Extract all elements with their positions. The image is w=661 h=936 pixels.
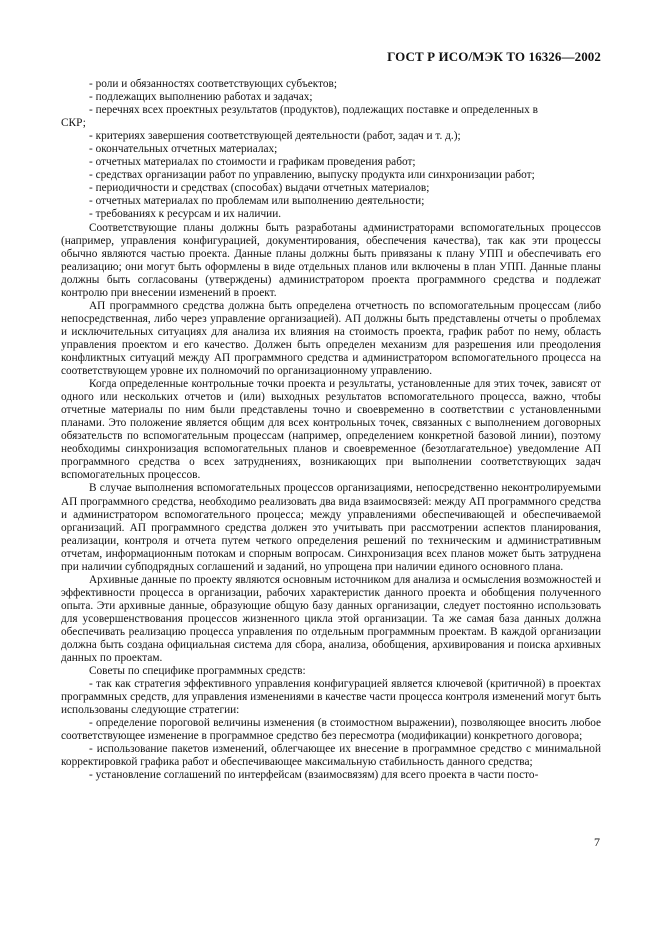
list-item-problem-reports: - отчетных материалах по проблемам или выполнению деятельности; — [89, 195, 425, 208]
list-item-reporting-frequency: - периодичности и средствах (способах) выдачи отчетных материалов; — [89, 182, 430, 195]
list-item-roles: - роли и обязанностях соответствующих субъектов; — [89, 78, 337, 90]
document-header: ГОСТ Р ИСО/МЭК ТО 16326—2002 — [387, 49, 601, 64]
list-item-deliverables-continuation: СКР; — [61, 117, 86, 130]
list-item-change-threshold: - определение пороговой величины изменения (в стоимостном выражении), позволяющее вносить любое соответствующее изменение в программное средство без пересмотра (модификации) конкретного договора; — [61, 717, 601, 743]
list-item-deliverables: - перечнях всех проектных результатов (продуктов), подлежащих поставке и определенных в — [89, 104, 538, 117]
paragraph-external-organizations: В случае выполнения вспомогательных процессов организациями, непосредственно неконтролируемыми АП программного средства, необходимо реализовать два вида взаимосвязей: между АП программного средства и администратором вспомогательного процесса; между управлениями обеспечивающей и обеспечиваемой организаций. АП программного средства должен это учитывать при рассмотрении аспектов планирования, реализации, контроля и отчета путем четкого определения решений по техническим и административным отчетам, информационным потокам и спорным вопросам. Синхронизация всех планов может быть затруднена при наличии субподрядных соглашений и заданий, но упрощена при наличии единого основного плана. — [61, 482, 601, 573]
list-item-cost-reports: - отчетных материалах по стоимости и графикам проведения работ; — [89, 156, 416, 169]
paragraph-reporting: АП программного средства должна быть определена отчетность по вспомогательным процессам (либо непосредственная, либо через управление организацией). АП должны быть представлены отчеты о проблемах и исключительных ситуациях для анализа их влияния на стоимость проекта, график работ по нему, область управления проектом и его качество. Должен быть определен механизм для разрешения или преодоления конфликтных ситуаций между АП программного средства и администратором вспомогательного процесса на соответствующем уровне их полномочий по организационному управлению. — [61, 299, 601, 378]
paragraph-checkpoints: Когда определенные контрольные точки проекта и результаты, установленные для этих точек, зависят от одного или нескольких отчетов и (или) выходных результатов вспомогательного процесса, важно, чтобы отчетные материалы по ним были представлены точно и своевременно в соответствии с установленными планами. Это положение является общим для всех контрольных точек, связанных с выполнением договорных обязательств по вспомогательным процессам (например, определением конкретной базовой линии), поэтому необходимы синхронизация вспомогательных планов и своевременное (безотлагательное) уведомление АП программного средства о всех затруднениях, возникающих при выполнении соответствующих задач вспомогательных процессов. — [61, 378, 601, 482]
list-item-interface-agreements: - установление соглашений по интерфейсам (взаимосвязям) для всего проекта в части посто- — [89, 769, 539, 782]
list-item-resources: - требованиях к ресурсам и их наличии. — [89, 208, 282, 221]
list-item-change-packages: - использование пакетов изменений, облегчающее их внесение в программное средство с минимальной корректировкой графика работ и обеспечивающее максимальную стабильность данного средства; — [61, 743, 601, 769]
paragraph-support-plans: Соответствующие планы должны быть разработаны администраторами вспомогательных процессов (например, управления конфигурацией, документирования, обеспечения качества), так как эти процессы обычно являются частью проекта. Данные планы должны быть привязаны к плану УПП и обеспечивать его реализацию; они могут быть оформлены в виде отдельных планов или включены в план УПП. Данные планы должны быть согласованы (утверждены) администратором проекта программного средства и подлежат контролю при внесении изменений в проект. — [61, 221, 601, 299]
list-item-management-means: - средствах организации работ по управлению, выпуску продукта или синхронизации работ; — [89, 169, 535, 182]
list-item-final-reports: - окончательных отчетных материалах; — [89, 143, 278, 156]
list-item-tasks: - подлежащих выполнению работах и задачах; — [89, 91, 313, 104]
page-number: 7 — [594, 835, 600, 849]
document-body — [61, 78, 601, 783]
paragraph-software-tips-heading: Советы по специфике программных средств: — [89, 665, 306, 678]
list-item-configuration-strategy: - так как стратегия эффективного управления конфигурацией является ключевой (критичной) в проектах программных средств, для управления изменениями в качестве части процесса контроля изменений могут быть использованы следующие стратегии: — [61, 678, 601, 717]
list-item-completion-criteria: - критериях завершения соответствующей деятельности (работ, задач и т. д.); — [89, 130, 461, 143]
paragraph-archive-data: Архивные данные по проекту являются основным источником для анализа и осмысления возможностей и эффективности процесса в организации, рабочих характеристик данного проекта и обобщения полученного опыта. Эти архивные данные, образующие общую базу данных организации, следует постоянно использовать для усовершенствования процессов жизненного цикла этой организации. Та же самая база данных должна обеспечивать реализацию процесса управления по отдельным программным проектам. В каждой организации должна быть создана официальная система для сбора, анализа, обобщения, архивирования и поиска архивных данных по проектам. — [61, 573, 601, 665]
